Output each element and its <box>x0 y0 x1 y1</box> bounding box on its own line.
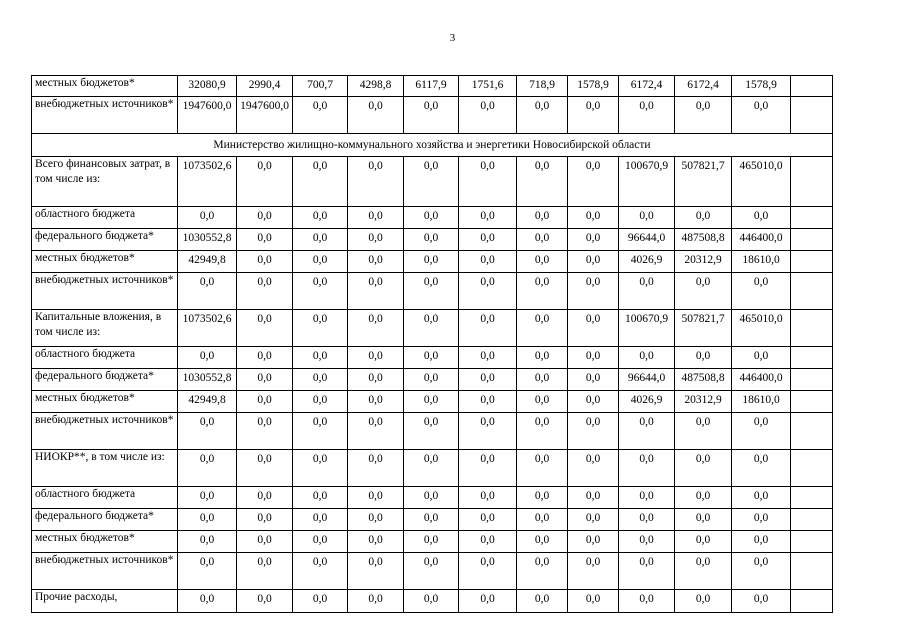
value-cell: 0,0 <box>732 509 791 531</box>
value-cell: 0,0 <box>568 553 619 590</box>
value-cell: 0,0 <box>517 450 568 487</box>
value-cell: 0,0 <box>732 531 791 553</box>
value-cell: 0,0 <box>675 531 732 553</box>
value-cell: 700,7 <box>293 76 348 97</box>
value-cell: 0,0 <box>619 509 675 531</box>
value-cell <box>791 369 833 391</box>
value-cell <box>791 391 833 413</box>
value-cell: 0,0 <box>237 487 293 509</box>
row-label: Всего финансовых затрат, в том числе из: <box>32 157 178 207</box>
table-row <box>32 413 833 450</box>
row-label: местных бюджетов* <box>32 76 178 97</box>
value-cell: 42949,8 <box>178 391 237 413</box>
value-cell: 0,0 <box>178 553 237 590</box>
value-cell: 0,0 <box>732 590 791 613</box>
value-cell: 0,0 <box>404 509 459 531</box>
value-cell: 20312,9 <box>675 391 732 413</box>
value-cell <box>791 207 833 229</box>
value-cell: 487508,8 <box>675 229 732 251</box>
value-cell: 0,0 <box>517 251 568 273</box>
value-cell: 0,0 <box>568 97 619 134</box>
value-cell: 0,0 <box>732 413 791 450</box>
value-cell: 1578,9 <box>568 76 619 97</box>
value-cell: 0,0 <box>517 207 568 229</box>
table-row <box>32 391 833 413</box>
table-row <box>32 553 833 590</box>
table-row <box>32 590 833 613</box>
value-cell: 0,0 <box>459 207 517 229</box>
value-cell: 0,0 <box>404 553 459 590</box>
value-cell: 0,0 <box>178 531 237 553</box>
value-cell: 0,0 <box>568 369 619 391</box>
value-cell: 0,0 <box>404 590 459 613</box>
table-row <box>32 347 833 369</box>
value-cell: 42949,8 <box>178 251 237 273</box>
value-cell: 0,0 <box>675 509 732 531</box>
value-cell: 0,0 <box>619 273 675 310</box>
value-cell: 0,0 <box>237 229 293 251</box>
value-cell <box>791 413 833 450</box>
value-cell <box>791 97 833 134</box>
value-cell: 0,0 <box>178 347 237 369</box>
value-cell: 0,0 <box>517 590 568 613</box>
value-cell <box>791 531 833 553</box>
value-cell: 0,0 <box>568 531 619 553</box>
value-cell: 0,0 <box>459 251 517 273</box>
value-cell: 0,0 <box>619 531 675 553</box>
value-cell: 100670,9 <box>619 310 675 347</box>
financing-table-body <box>32 76 833 613</box>
value-cell: 0,0 <box>619 347 675 369</box>
value-cell <box>791 509 833 531</box>
value-cell: 0,0 <box>348 450 404 487</box>
value-cell: 0,0 <box>293 310 348 347</box>
value-cell: 0,0 <box>293 207 348 229</box>
table-row <box>32 310 833 347</box>
value-cell: 0,0 <box>178 450 237 487</box>
table-row <box>32 229 833 251</box>
row-label: Прочие расходы, <box>32 590 178 613</box>
value-cell: 0,0 <box>459 509 517 531</box>
value-cell: 6172,4 <box>619 76 675 97</box>
value-cell: 0,0 <box>293 229 348 251</box>
value-cell: 0,0 <box>237 273 293 310</box>
value-cell: 0,0 <box>568 157 619 207</box>
value-cell: 1578,9 <box>732 76 791 97</box>
value-cell: 0,0 <box>293 553 348 590</box>
row-label: местных бюджетов* <box>32 251 178 273</box>
value-cell: 0,0 <box>568 509 619 531</box>
value-cell: 0,0 <box>178 590 237 613</box>
value-cell: 0,0 <box>293 391 348 413</box>
value-cell: 0,0 <box>348 229 404 251</box>
value-cell: 0,0 <box>293 157 348 207</box>
value-cell: 0,0 <box>732 347 791 369</box>
value-cell: 0,0 <box>404 487 459 509</box>
value-cell: 100670,9 <box>619 157 675 207</box>
value-cell: 0,0 <box>237 207 293 229</box>
row-label: местных бюджетов* <box>32 391 178 413</box>
value-cell: 0,0 <box>619 97 675 134</box>
value-cell: 0,0 <box>459 487 517 509</box>
value-cell: 0,0 <box>459 450 517 487</box>
value-cell: 0,0 <box>517 97 568 134</box>
value-cell: 0,0 <box>348 391 404 413</box>
value-cell: 0,0 <box>404 251 459 273</box>
value-cell: 0,0 <box>404 450 459 487</box>
value-cell: 0,0 <box>293 369 348 391</box>
value-cell: 718,9 <box>517 76 568 97</box>
value-cell: 0,0 <box>675 273 732 310</box>
value-cell: 0,0 <box>293 509 348 531</box>
value-cell: 0,0 <box>619 590 675 613</box>
value-cell: 0,0 <box>517 391 568 413</box>
value-cell: 0,0 <box>293 251 348 273</box>
value-cell: 2990,4 <box>237 76 293 97</box>
value-cell: 96644,0 <box>619 229 675 251</box>
value-cell: 0,0 <box>732 273 791 310</box>
value-cell: 0,0 <box>237 157 293 207</box>
value-cell: 1073502,6 <box>178 310 237 347</box>
value-cell: 0,0 <box>675 450 732 487</box>
value-cell: 0,0 <box>619 553 675 590</box>
value-cell: 446400,0 <box>732 369 791 391</box>
value-cell: 0,0 <box>293 413 348 450</box>
value-cell: 487508,8 <box>675 369 732 391</box>
value-cell: 0,0 <box>404 97 459 134</box>
value-cell: 0,0 <box>237 450 293 487</box>
value-cell: 0,0 <box>732 553 791 590</box>
value-cell: 0,0 <box>237 347 293 369</box>
value-cell: 0,0 <box>517 509 568 531</box>
value-cell: 1947600,0 <box>178 97 237 134</box>
value-cell: 0,0 <box>459 229 517 251</box>
value-cell: 0,0 <box>459 590 517 613</box>
value-cell: 0,0 <box>348 273 404 310</box>
value-cell: 18610,0 <box>732 251 791 273</box>
value-cell: 0,0 <box>675 553 732 590</box>
value-cell <box>791 347 833 369</box>
value-cell: 0,0 <box>675 97 732 134</box>
value-cell: 0,0 <box>675 413 732 450</box>
value-cell: 0,0 <box>675 487 732 509</box>
value-cell: 0,0 <box>348 487 404 509</box>
value-cell: 96644,0 <box>619 369 675 391</box>
value-cell: 0,0 <box>348 369 404 391</box>
value-cell: 0,0 <box>517 273 568 310</box>
value-cell: 0,0 <box>178 509 237 531</box>
value-cell: 0,0 <box>293 273 348 310</box>
value-cell <box>791 273 833 310</box>
value-cell <box>791 310 833 347</box>
value-cell: 0,0 <box>293 590 348 613</box>
value-cell: 0,0 <box>293 97 348 134</box>
value-cell: 0,0 <box>293 531 348 553</box>
value-cell: 0,0 <box>404 413 459 450</box>
value-cell: 0,0 <box>517 229 568 251</box>
value-cell: 0,0 <box>732 487 791 509</box>
value-cell: 0,0 <box>237 391 293 413</box>
value-cell: 0,0 <box>237 369 293 391</box>
value-cell: 0,0 <box>348 310 404 347</box>
value-cell <box>791 487 833 509</box>
value-cell: 0,0 <box>404 310 459 347</box>
value-cell: 0,0 <box>348 531 404 553</box>
value-cell: 0,0 <box>348 207 404 229</box>
table-row <box>32 369 833 391</box>
value-cell: 0,0 <box>178 273 237 310</box>
value-cell <box>791 590 833 613</box>
value-cell: 0,0 <box>568 590 619 613</box>
value-cell: 0,0 <box>237 553 293 590</box>
value-cell: 0,0 <box>293 450 348 487</box>
value-cell: 0,0 <box>237 251 293 273</box>
value-cell: 1751,6 <box>459 76 517 97</box>
value-cell: 4298,8 <box>348 76 404 97</box>
value-cell <box>791 251 833 273</box>
value-cell <box>791 229 833 251</box>
value-cell: 0,0 <box>459 273 517 310</box>
value-cell: 0,0 <box>404 157 459 207</box>
value-cell: 0,0 <box>675 590 732 613</box>
value-cell: 0,0 <box>237 590 293 613</box>
value-cell: 0,0 <box>619 487 675 509</box>
value-cell: 0,0 <box>568 273 619 310</box>
section-header-row <box>32 134 833 157</box>
row-label: внебюджетных источников* <box>32 553 178 590</box>
value-cell: 0,0 <box>348 251 404 273</box>
value-cell: 0,0 <box>404 207 459 229</box>
value-cell: 6172,4 <box>675 76 732 97</box>
financing-table <box>31 75 833 613</box>
value-cell: 0,0 <box>459 391 517 413</box>
value-cell: 465010,0 <box>732 157 791 207</box>
row-label: федерального бюджета* <box>32 509 178 531</box>
value-cell: 0,0 <box>619 413 675 450</box>
table-row <box>32 251 833 273</box>
value-cell <box>791 450 833 487</box>
table-row <box>32 487 833 509</box>
value-cell: 0,0 <box>404 531 459 553</box>
row-label: внебюджетных источников* <box>32 413 178 450</box>
value-cell: 0,0 <box>459 369 517 391</box>
value-cell: 0,0 <box>348 157 404 207</box>
value-cell: 0,0 <box>293 487 348 509</box>
value-cell: 4026,9 <box>619 251 675 273</box>
value-cell <box>791 76 833 97</box>
value-cell: 0,0 <box>675 347 732 369</box>
value-cell: 0,0 <box>619 450 675 487</box>
value-cell: 0,0 <box>732 97 791 134</box>
value-cell: 465010,0 <box>732 310 791 347</box>
value-cell: 1030552,8 <box>178 369 237 391</box>
table-row <box>32 273 833 310</box>
value-cell: 0,0 <box>348 509 404 531</box>
value-cell: 0,0 <box>568 207 619 229</box>
value-cell: 0,0 <box>348 347 404 369</box>
value-cell: 0,0 <box>568 391 619 413</box>
value-cell: 1073502,6 <box>178 157 237 207</box>
value-cell: 0,0 <box>178 487 237 509</box>
value-cell: 0,0 <box>568 450 619 487</box>
value-cell: 0,0 <box>459 553 517 590</box>
table-row <box>32 207 833 229</box>
value-cell: 0,0 <box>568 251 619 273</box>
value-cell: 0,0 <box>178 207 237 229</box>
value-cell: 1030552,8 <box>178 229 237 251</box>
value-cell: 0,0 <box>459 347 517 369</box>
value-cell: 0,0 <box>459 310 517 347</box>
value-cell: 0,0 <box>619 207 675 229</box>
value-cell: 0,0 <box>568 413 619 450</box>
value-cell: 0,0 <box>517 369 568 391</box>
value-cell: 0,0 <box>517 157 568 207</box>
value-cell: 0,0 <box>459 531 517 553</box>
value-cell: 0,0 <box>517 310 568 347</box>
value-cell: 446400,0 <box>732 229 791 251</box>
row-label: НИОКР**, в том числе из: <box>32 450 178 487</box>
value-cell: 0,0 <box>517 413 568 450</box>
row-label: внебюджетных источников* <box>32 97 178 134</box>
value-cell: 0,0 <box>404 391 459 413</box>
row-label: внебюджетных источников* <box>32 273 178 310</box>
value-cell: 4026,9 <box>619 391 675 413</box>
value-cell: 0,0 <box>404 347 459 369</box>
value-cell: 0,0 <box>348 97 404 134</box>
value-cell: 507821,7 <box>675 310 732 347</box>
row-label: областного бюджета <box>32 347 178 369</box>
page-number: 3 <box>449 32 456 44</box>
table-row <box>32 531 833 553</box>
value-cell: 0,0 <box>568 487 619 509</box>
value-cell: 0,0 <box>293 347 348 369</box>
row-label: Капитальные вложения, в том числе из: <box>32 310 178 347</box>
row-label: областного бюджета <box>32 207 178 229</box>
row-label: федерального бюджета* <box>32 229 178 251</box>
value-cell <box>791 157 833 207</box>
value-cell: 0,0 <box>404 273 459 310</box>
value-cell: 0,0 <box>568 347 619 369</box>
value-cell: 0,0 <box>237 531 293 553</box>
value-cell: 1947600,0 <box>237 97 293 134</box>
value-cell: 0,0 <box>568 229 619 251</box>
value-cell: 0,0 <box>348 413 404 450</box>
value-cell: 0,0 <box>517 347 568 369</box>
value-cell: 0,0 <box>459 413 517 450</box>
value-cell: 0,0 <box>237 413 293 450</box>
value-cell: 0,0 <box>568 310 619 347</box>
value-cell: 0,0 <box>675 207 732 229</box>
value-cell: 6117,9 <box>404 76 459 97</box>
value-cell: 0,0 <box>178 413 237 450</box>
row-label: местных бюджетов* <box>32 531 178 553</box>
value-cell <box>791 553 833 590</box>
table-row <box>32 97 833 134</box>
value-cell: 0,0 <box>348 590 404 613</box>
table-row <box>32 76 833 97</box>
value-cell: 0,0 <box>459 157 517 207</box>
row-label: областного бюджета <box>32 487 178 509</box>
value-cell: 18610,0 <box>732 391 791 413</box>
value-cell: 0,0 <box>732 450 791 487</box>
value-cell: 0,0 <box>517 487 568 509</box>
value-cell: 507821,7 <box>675 157 732 207</box>
value-cell: 32080,9 <box>178 76 237 97</box>
value-cell: 0,0 <box>459 97 517 134</box>
value-cell: 0,0 <box>237 310 293 347</box>
table-row <box>32 157 833 207</box>
value-cell: 0,0 <box>517 531 568 553</box>
row-label: федерального бюджета* <box>32 369 178 391</box>
value-cell: 0,0 <box>237 509 293 531</box>
value-cell: 20312,9 <box>675 251 732 273</box>
table-row <box>32 450 833 487</box>
section-title: Министерство жилищно-коммунального хозяйства и энергетики Новосибирской области <box>32 134 833 157</box>
value-cell: 0,0 <box>732 207 791 229</box>
table-row <box>32 509 833 531</box>
value-cell: 0,0 <box>404 229 459 251</box>
value-cell: 0,0 <box>517 553 568 590</box>
value-cell: 0,0 <box>348 553 404 590</box>
value-cell: 0,0 <box>404 369 459 391</box>
